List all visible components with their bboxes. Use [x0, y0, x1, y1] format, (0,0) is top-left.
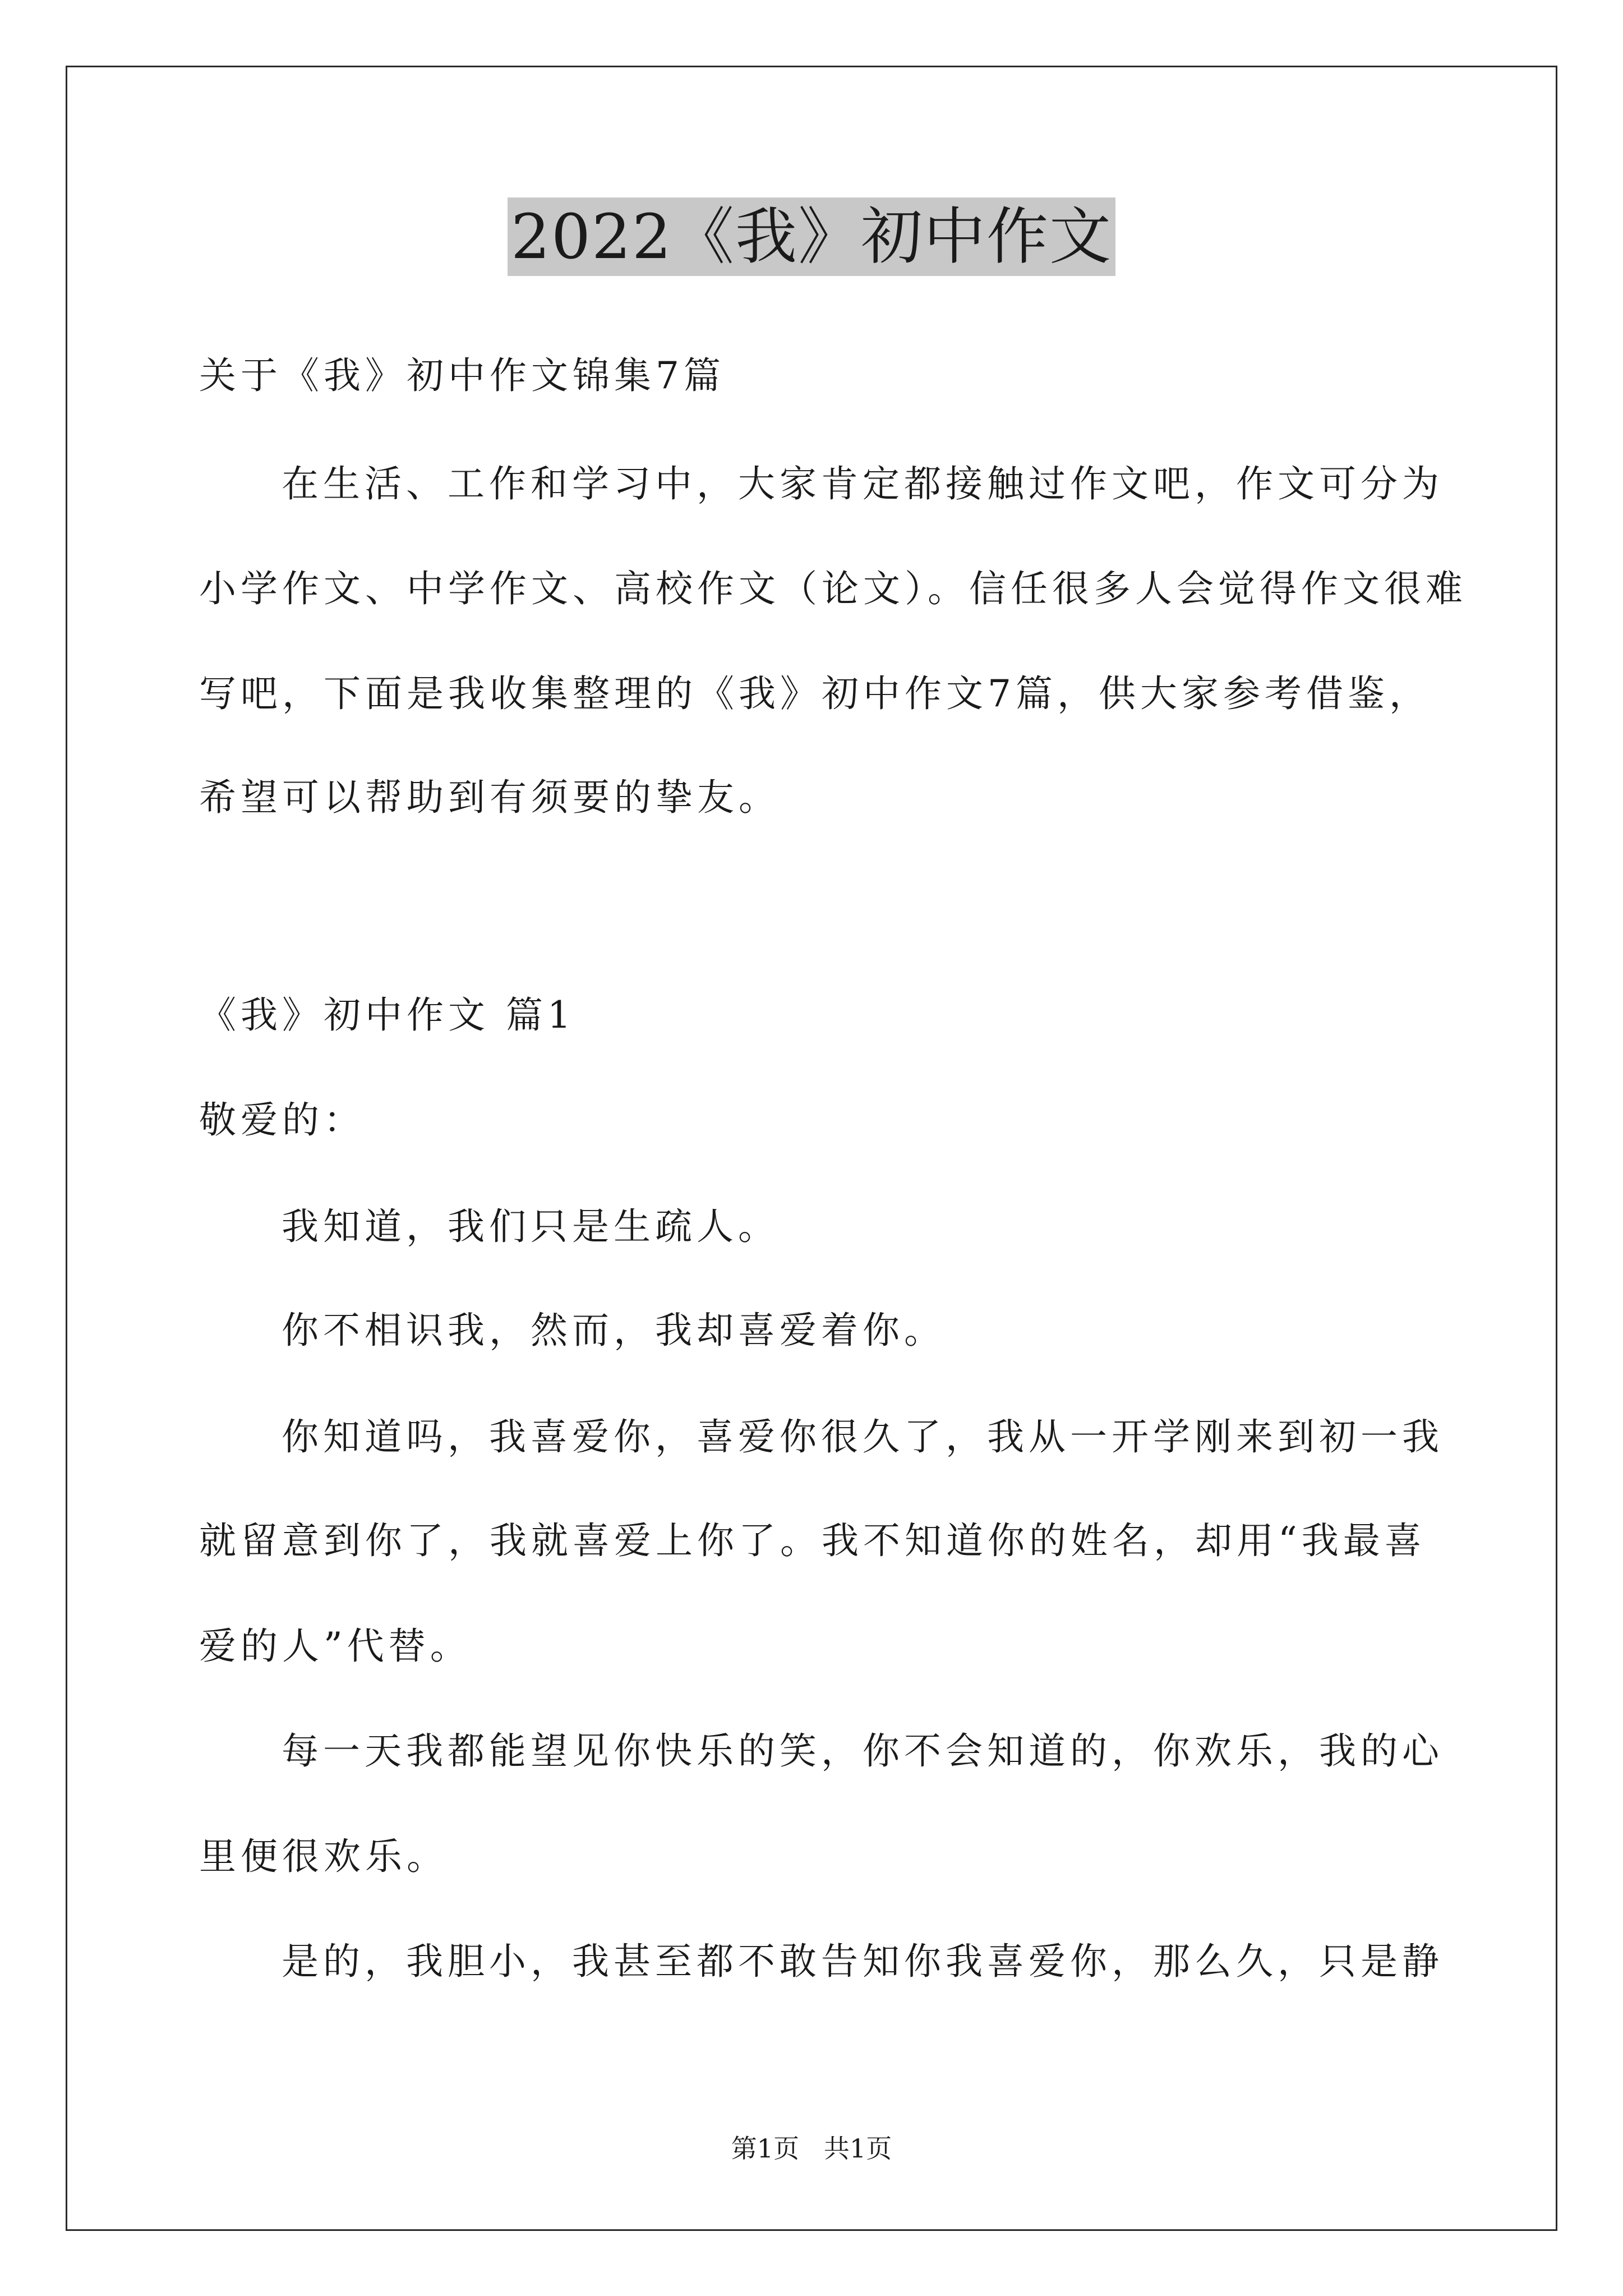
- intro-line-3: 写吧，下面是我收集整理的《我》初中作文7篇，供大家参考借鉴，: [199, 672, 1431, 715]
- intro-line-4: 希望可以帮助到有须要的挚友。: [199, 776, 780, 819]
- title-container: [0, 197, 1623, 276]
- body-line-1: 我知道，我们只是生疏人。: [282, 1205, 780, 1248]
- salutation: 敬爱的：: [199, 1098, 365, 1142]
- body-line-2: 你不相识我，然而，我却喜爱着你。: [282, 1309, 946, 1352]
- intro-line-2: 小学作文、中学作文、高校作文（论文）。信任很多人会觉得作文很难: [199, 567, 1467, 610]
- body-line-8: 是的，我胆小，我甚至都不敢告知你我喜爱你，那么久，只是静: [282, 1940, 1444, 1983]
- section-heading: 《我》初中作文 篇1: [199, 993, 575, 1037]
- body-line-7: 里便很欢乐。: [199, 1835, 448, 1878]
- body-line-6: 每一天我都能望见你快乐的笑，你不会知道的，你欢乐，我的心: [282, 1729, 1444, 1773]
- body-line-5: 爱的人”代替。: [199, 1625, 472, 1668]
- intro-line-1: 在生活、工作和学习中，大家肯定都接触过作文吧，作文可分为: [282, 462, 1444, 505]
- body-line-3: 你知道吗，我喜爱你，喜爱你很久了，我从一开学刚来到初一我: [282, 1415, 1444, 1458]
- body-line-4: 就留意到你了，我就喜爱上你了。我不知道你的姓名，却用“我最喜: [199, 1519, 1426, 1562]
- page-footer: 第1页 共1页: [731, 2133, 892, 2164]
- subtitle: 关于《我》初中作文锦集7篇: [199, 354, 725, 397]
- document-title: 2022《我》初中作文: [508, 197, 1115, 276]
